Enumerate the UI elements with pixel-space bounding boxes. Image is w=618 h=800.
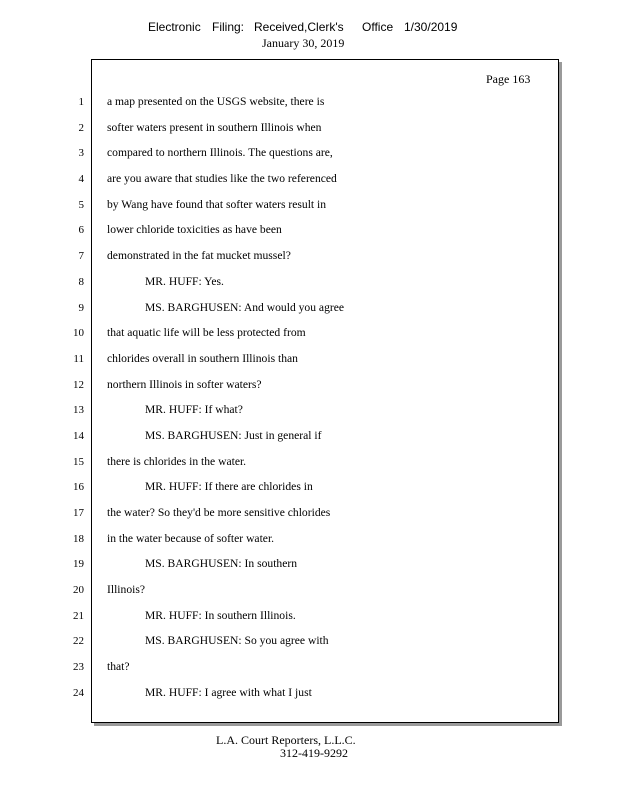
line-number: 24 xyxy=(73,686,84,699)
line-number: 7 xyxy=(78,250,84,263)
line-number: 5 xyxy=(78,198,84,211)
filing-stamp-filing: Filing: xyxy=(212,20,245,34)
transcript-line: softer waters present in southern Illinois when xyxy=(107,120,322,134)
transcript-line: chlorides overall in southern Illinois than xyxy=(107,351,298,365)
line-number: 11 xyxy=(73,352,84,365)
transcript-line: that? xyxy=(107,660,130,674)
line-number: 6 xyxy=(78,224,84,237)
transcript-line: demonstrated in the fat mucket mussel? xyxy=(107,249,291,263)
transcript-line: Illinois? xyxy=(107,583,145,597)
line-number: 18 xyxy=(73,532,84,545)
line-number: 14 xyxy=(73,429,84,442)
court-reporter-name: L.A. Court Reporters, L.L.C. xyxy=(216,733,356,747)
transcript-date: January 30, 2019 xyxy=(262,36,345,50)
transcript-line: MS. BARGHUSEN: So you agree with xyxy=(145,634,329,648)
transcript-line: MR. HUFF: I agree with what I just xyxy=(145,685,312,699)
line-number: 21 xyxy=(73,609,84,622)
transcript-line: MR. HUFF: In southern Illinois. xyxy=(145,608,296,622)
line-number: 4 xyxy=(78,173,84,186)
transcript-line: are you aware that studies like the two referenced xyxy=(107,172,337,186)
line-number: 20 xyxy=(73,584,84,597)
line-number: 16 xyxy=(73,481,84,494)
filing-stamp-date: 1/30/2019 xyxy=(404,20,458,34)
line-number: 3 xyxy=(78,147,84,160)
transcript-line: MS. BARGHUSEN: Just in general if xyxy=(145,428,322,442)
transcript-line: MS. BARGHUSEN: And would you agree xyxy=(145,300,345,314)
transcript-line: MS. BARGHUSEN: In southern xyxy=(145,557,298,571)
transcript-line: northern Illinois in softer waters? xyxy=(107,377,262,391)
line-number: 1 xyxy=(78,96,84,108)
transcript-line: a map presented on the USGS website, there is xyxy=(107,95,325,108)
transcript-line: MR. HUFF: Yes. xyxy=(145,274,224,288)
line-number: 10 xyxy=(73,327,84,340)
line-number: 23 xyxy=(73,661,84,674)
line-number: 19 xyxy=(73,558,84,571)
line-number: 9 xyxy=(78,301,84,314)
transcript-line: the water? So they'd be more sensitive chlorides xyxy=(107,506,331,519)
line-number: 2 xyxy=(78,121,84,134)
transcript-line: lower chloride toxicities as have been xyxy=(107,223,282,237)
transcript-line: in the water because of softer water. xyxy=(107,531,275,545)
line-number: 12 xyxy=(73,378,84,391)
transcript-line: that aquatic life will be less protected from xyxy=(107,326,306,340)
page-number: Page 163 xyxy=(486,72,531,86)
transcript-line: MR. HUFF: If there are chlorides in xyxy=(145,480,313,494)
court-reporter-phone: 312-419-9292 xyxy=(280,746,348,760)
line-number: 15 xyxy=(73,455,84,468)
transcript-body xyxy=(107,94,547,711)
filing-stamp-received: Received,Clerk's xyxy=(254,20,344,34)
line-number: 13 xyxy=(73,404,84,417)
line-number: 8 xyxy=(78,275,84,288)
transcript-line: by Wang have found that softer waters result in xyxy=(107,197,327,211)
filing-stamp-electronic: Electronic xyxy=(148,20,201,34)
line-number: 22 xyxy=(73,635,84,648)
transcript-line: there is chlorides in the water. xyxy=(107,454,247,468)
transcript-line: compared to northern Illinois. The questions are, xyxy=(107,146,333,160)
line-number: 17 xyxy=(73,507,84,519)
transcript-line: MR. HUFF: If what? xyxy=(145,403,243,417)
filing-stamp-office: Office xyxy=(362,20,394,34)
line-number-column xyxy=(60,94,84,711)
